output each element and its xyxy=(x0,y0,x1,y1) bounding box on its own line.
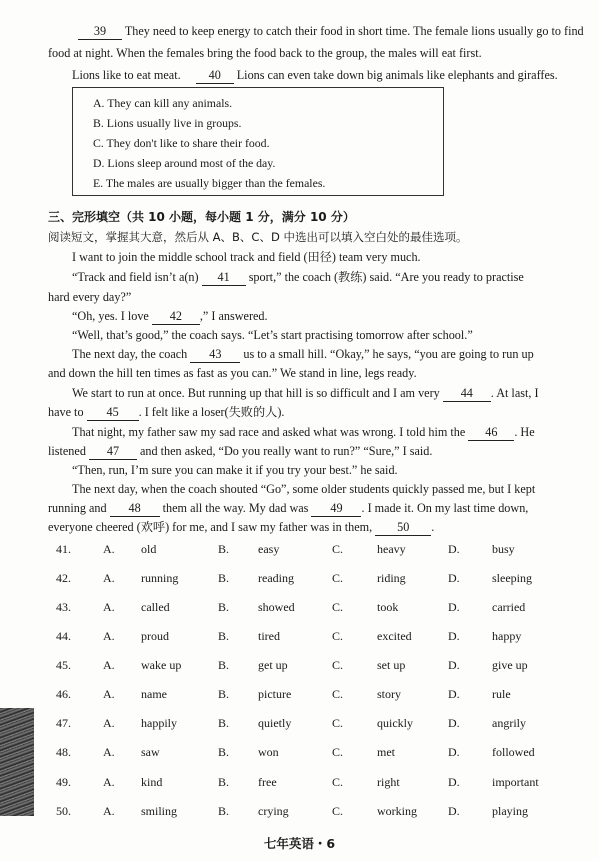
choice-b: crying xyxy=(258,804,289,818)
question-row xyxy=(0,658,599,676)
passage-line: I want to join the middle school track and field (田径) team very much. xyxy=(72,250,421,264)
choice-b: quietly xyxy=(258,716,292,730)
choice-c: took xyxy=(377,600,399,614)
choice-letter-a: A. xyxy=(103,745,115,759)
choice-b: picture xyxy=(258,687,292,701)
choice-letter-a: A. xyxy=(103,687,115,701)
passage-line: listened 47 and then asked, “Do you really want to run?” “Sure,” I said. xyxy=(48,444,433,458)
choice-letter-c: C. xyxy=(332,542,344,556)
choice-letter-a: A. xyxy=(103,629,115,643)
choice-letter-c: C. xyxy=(332,658,344,672)
choice-letter-d: D. xyxy=(448,542,460,556)
choice-letter-b: B. xyxy=(218,629,230,643)
passage-line: That night, my father saw my sad race and asked what was wrong. I told him the 46 . He xyxy=(72,425,535,439)
choice-letter-a: A. xyxy=(103,542,115,556)
choice-letter-a: A. xyxy=(103,716,115,730)
choice-letter-c: C. xyxy=(332,571,344,585)
choice-letter-b: B. xyxy=(218,745,230,759)
option-e: E. The males are usually bigger than the females. xyxy=(93,176,326,190)
question-number: 45. xyxy=(56,658,71,672)
question-row xyxy=(0,629,599,647)
question-row xyxy=(0,775,599,793)
blank-42: 42 xyxy=(152,309,200,325)
passage-line: Lions like to eat meat. 40 Lions can even take down big animals like elephants and giraffes. xyxy=(72,68,558,82)
choice-letter-d: D. xyxy=(448,745,460,759)
choice-d: happy xyxy=(492,629,522,643)
question-row xyxy=(0,571,599,589)
question-number: 42. xyxy=(56,571,71,585)
choice-b: won xyxy=(258,745,279,759)
question-number: 44. xyxy=(56,629,71,643)
choice-letter-c: C. xyxy=(332,745,344,759)
section-instruction: 阅读短文，掌握其大意，然后从 A、B、C、D 中选出可以填入空白处的最佳选项。 xyxy=(48,230,468,244)
choice-letter-a: A. xyxy=(103,775,115,789)
question-number: 50. xyxy=(56,804,71,818)
choice-letter-b: B. xyxy=(218,658,230,672)
page-footer: 七年英语・6 xyxy=(263,836,336,851)
choice-a: name xyxy=(141,687,167,701)
question-row xyxy=(0,716,599,734)
passage-line: running and 48 them all the way. My dad was 49 . I made it. On my last time down, xyxy=(48,501,529,515)
choice-letter-d: D. xyxy=(448,775,460,789)
choice-d: carried xyxy=(492,600,526,614)
blank-45: 45 xyxy=(87,405,139,421)
choice-letter-b: B. xyxy=(218,542,230,556)
choice-letter-d: D. xyxy=(448,600,460,614)
blank-43: 43 xyxy=(190,347,240,363)
option-d: D. Lions sleep around most of the day. xyxy=(93,156,276,170)
choice-letter-b: B. xyxy=(218,687,230,701)
passage-line: food at night. When the females bring the food back to the group, the males will eat first. xyxy=(48,46,482,60)
passage-line: “Track and field isn’t a(n) 41 sport,” the coach (教练) said. “Are you ready to practise xyxy=(72,270,524,284)
choice-letter-c: C. xyxy=(332,600,344,614)
choice-d: angrily xyxy=(492,716,526,730)
choice-letter-d: D. xyxy=(448,629,460,643)
passage-line: hard every day?” xyxy=(48,290,132,304)
choice-letter-c: C. xyxy=(332,716,344,730)
scan-artifact-image xyxy=(0,708,34,816)
question-row xyxy=(0,542,599,560)
choice-c: quickly xyxy=(377,716,413,730)
choice-a: running xyxy=(141,571,179,585)
choice-b: get up xyxy=(258,658,288,672)
choice-c: riding xyxy=(377,571,406,585)
choice-letter-b: B. xyxy=(218,804,230,818)
choice-letter-a: A. xyxy=(103,804,115,818)
blank-46: 46 xyxy=(468,425,514,441)
section-title: 三、完形填空（共 10 小题，每小题 1 分，满分 10 分） xyxy=(48,210,355,224)
option-a: A. They can kill any animals. xyxy=(93,96,233,110)
choice-d: busy xyxy=(492,542,515,556)
blank-50: 50 xyxy=(375,520,431,536)
choice-d: sleeping xyxy=(492,571,532,585)
choice-letter-a: A. xyxy=(103,658,115,672)
question-row xyxy=(0,687,599,705)
choice-letter-d: D. xyxy=(448,571,460,585)
choice-b: reading xyxy=(258,571,294,585)
passage-line: “Well, that’s good,” the coach says. “Let’s start practising tomorrow after school.” xyxy=(72,328,473,342)
blank-39: 39 xyxy=(78,24,122,40)
question-number: 48. xyxy=(56,745,71,759)
choice-letter-d: D. xyxy=(448,658,460,672)
choice-a: smiling xyxy=(141,804,178,818)
option-b: B. Lions usually live in groups. xyxy=(93,116,242,130)
choice-d: important xyxy=(492,775,539,789)
passage-line: “Oh, yes. I love 42 ,” I answered. xyxy=(72,309,268,323)
choice-letter-b: B. xyxy=(218,600,230,614)
choice-letter-d: D. xyxy=(448,716,460,730)
blank-40: 40 xyxy=(196,68,234,84)
choice-c: right xyxy=(377,775,400,789)
choice-c: met xyxy=(377,745,395,759)
choice-d: give up xyxy=(492,658,528,672)
choice-letter-c: C. xyxy=(332,775,344,789)
choice-a: old xyxy=(141,542,157,556)
choice-letter-c: C. xyxy=(332,687,344,701)
question-row xyxy=(0,804,599,822)
choice-a: proud xyxy=(141,629,169,643)
choice-b: showed xyxy=(258,600,295,614)
blank-47: 47 xyxy=(89,444,137,460)
choice-c: story xyxy=(377,687,401,701)
option-c: C. They don't like to share their food. xyxy=(93,136,270,150)
passage-line: We start to run at once. But running up that hill is so difficult and I am very 44 . At last, I xyxy=(72,386,539,400)
question-number: 47. xyxy=(56,716,71,730)
choice-c: excited xyxy=(377,629,412,643)
choice-letter-c: C. xyxy=(332,804,344,818)
choice-a: kind xyxy=(141,775,163,789)
choice-b: tired xyxy=(258,629,280,643)
passage-line: The next day, the coach 43 us to a small hill. “Okay,” he says, “you are going to run up xyxy=(72,347,534,361)
question-number: 41. xyxy=(56,542,71,556)
passage-line: 39 They need to keep energy to catch their food in short time. The female lions usually go to find xyxy=(78,24,584,40)
passage-line: everyone cheered (欢呼) for me, and I saw my father was in them, 50 . xyxy=(48,520,435,534)
blank-41: 41 xyxy=(202,270,246,286)
choice-letter-b: B. xyxy=(218,716,230,730)
question-number: 43. xyxy=(56,600,71,614)
options-box xyxy=(72,87,444,196)
choice-letter-a: A. xyxy=(103,600,115,614)
question-number: 49. xyxy=(56,775,71,789)
question-row xyxy=(0,745,599,763)
choice-c: set up xyxy=(377,658,406,672)
blank-48: 48 xyxy=(110,501,160,517)
choice-a: happily xyxy=(141,716,177,730)
passage-line: and down the hill ten times as fast as you can.” We stand in line, legs ready. xyxy=(48,366,417,380)
choice-letter-c: C. xyxy=(332,629,344,643)
choice-b: easy xyxy=(258,542,280,556)
passage-line: have to 45 . I felt like a loser(失败的人). xyxy=(48,405,285,419)
choice-d: followed xyxy=(492,745,535,759)
blank-44: 44 xyxy=(443,386,491,402)
choice-letter-d: D. xyxy=(448,687,460,701)
passage-line: “Then, run, I’m sure you can make it if you try your best.” he said. xyxy=(72,463,398,477)
choice-c: heavy xyxy=(377,542,406,556)
choice-letter-b: B. xyxy=(218,775,230,789)
choice-letter-b: B. xyxy=(218,571,230,585)
blank-49: 49 xyxy=(311,501,361,517)
passage-line: The next day, when the coach shouted “Go”, some older students quickly passed me, but I kept xyxy=(72,482,536,496)
choice-b: free xyxy=(258,775,277,789)
choice-d: playing xyxy=(492,804,528,818)
choice-d: rule xyxy=(492,687,511,701)
choice-a: saw xyxy=(141,745,160,759)
choice-a: called xyxy=(141,600,170,614)
choice-letter-d: D. xyxy=(448,804,460,818)
choice-c: working xyxy=(377,804,417,818)
choice-a: wake up xyxy=(141,658,182,672)
question-number: 46. xyxy=(56,687,71,701)
choice-letter-a: A. xyxy=(103,571,115,585)
question-row xyxy=(0,600,599,618)
